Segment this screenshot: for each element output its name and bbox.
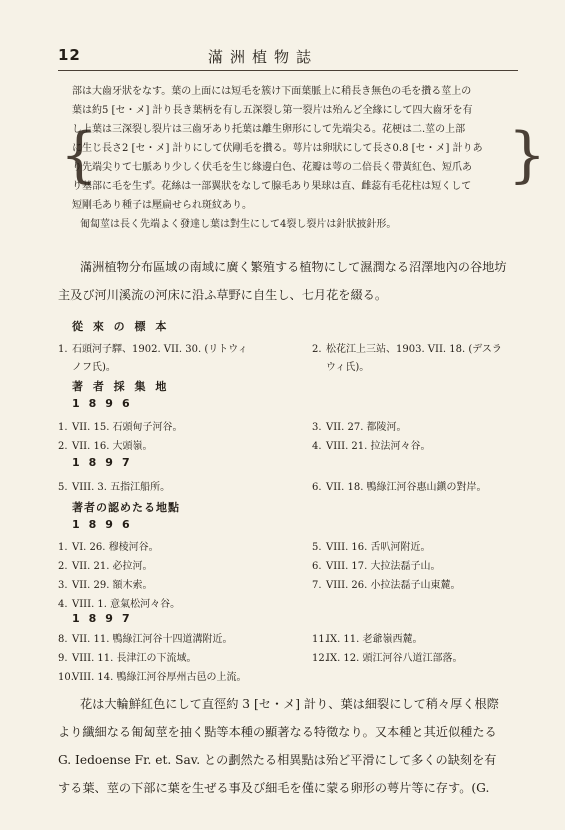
paragraph-line: 花は大輪鮮紅色にして直徑約 3 [セ・メ] 計り、葉は細裂にして稍々厚く根際 [80,697,499,711]
record-text: IX. 11. 老爺嶺西麓。 [326,634,423,645]
record-number: 5. [312,542,322,553]
observation-record [58,668,358,683]
year-heading: 1897 [72,456,139,469]
observation-record [312,538,522,553]
observation-record [312,630,522,645]
record-text: VII. 21. 必拉河。 [72,561,153,572]
record-number: 6. [312,561,322,572]
record-number: 2. [58,561,68,572]
description-line: 部は大齒牙狀をなす。葉の上面には短毛を簇け下面葉脈上に稍長き無色の毛を攢る莖上の [72,86,472,97]
paragraph-line: より纖細なる匍匐莖を抽く點等本種の顯著なる特徵なり。又本種と其近似種たる [58,725,497,739]
record-text: VIII. 17. 大拉法磊子山。 [326,561,441,572]
observation-record [58,576,303,591]
observation-record [58,630,303,645]
collection-record [312,418,522,433]
record-text: 石頭河子驛、1902. VII. 30. (リトウィ [72,344,248,355]
record-text: VI. 26. 穆棱河谷。 [72,542,159,553]
record-number: 9. [58,653,68,664]
year-heading: 1897 [72,612,139,625]
record-number: 3. [312,422,322,433]
observation-record [58,538,303,553]
specimen-record-continued: ウィ氏)。 [326,362,370,373]
record-text: VII. 29. 額木索。 [72,580,153,591]
description-line: し上葉は三深裂し裂片は三齒牙あり托葉は離生卵形にして先端尖る。花梗は二.莖の上部 [72,124,466,135]
record-text: VII. 18. 鴨綠江河谷惠山鎭の對岸。 [326,482,487,493]
record-text: VIII. 11. 長津江の下流域。 [72,653,197,664]
record-text: VIII. 16. 舌叭河附近。 [326,542,431,553]
collection-record [58,418,303,433]
description-line: に生じ長さ2 [セ・メ] 計りにして伏剛毛を攢る。萼片は卵狀にして長さ0.8 [セ・メ] 計りあ [72,143,483,154]
record-number: 1. [58,542,68,553]
observation-record [312,557,522,572]
observation-record [58,649,303,664]
record-number: 2. [312,344,322,355]
paragraph-line: G. Iedoense Fr. et. Sav. との劃然たる相異點は殆ど平滑にして多くの缺刻を有 [58,753,497,767]
page-header [58,46,498,68]
year-heading: 1896 [72,397,139,410]
observation-record [58,595,303,610]
observation-record [312,576,522,591]
record-text: VIII. 14. 鴨綠江河谷厚州古邑の上流。 [72,672,247,683]
header-rule [58,70,518,71]
record-number: 7. [312,580,322,591]
specimen-record-continued: ノフ氏)。 [72,362,116,373]
record-number: 10. [58,672,74,683]
record-number: 3. [58,580,68,591]
description-line: り基部に毛を生ず。花絲は一部翼狀をなして腺毛あり果球は直、雌蕊有毛花柱は短くして [72,181,472,192]
collection-record [58,437,303,452]
record-text: VII. 27. 都陵河。 [326,422,407,433]
record-text: VIII. 26. 小拉法磊子山東麓。 [326,580,461,591]
record-number: 1. [58,344,68,355]
page-title: 滿洲植物誌 [208,48,319,66]
year-heading: 1896 [72,518,139,531]
collected-heading: 著 者 採 集 地 [72,380,170,393]
habitat-paragraph [58,253,518,309]
collection-record [312,478,522,493]
record-number: 8. [58,634,68,645]
description-block [72,82,504,234]
record-number: 5. [58,482,68,493]
record-number: 4. [312,441,322,452]
description-line: 短剛毛あり種子は壓扁せられ斑紋あり。 [72,200,252,211]
record-text: 松花江上三站、1903. VII. 18. (デスラ [326,344,502,355]
record-text: VII. 11. 鴨綠江河谷十四道溝附近。 [72,634,233,645]
observation-record [58,557,303,572]
record-text: VIII. 3. 五指江船所。 [72,482,171,493]
paragraph-line: 主及び河川溪流の河床に沿ふ草野に自生し、七月花を綴る。 [58,288,388,302]
record-text: VII. 16. 大頭嶺。 [72,441,153,452]
paragraph-line: 滿洲植物分布區域の南域に廣く繁殖する植物にして濕潤なる沼澤地內の谷地坊 [80,260,507,274]
left-brace-icon: { [60,120,99,190]
record-text: VIII. 21. 拉法河々谷。 [326,441,431,452]
page-number: 12 [58,46,81,64]
record-number: 4. [58,599,68,610]
collection-record [312,437,522,452]
record-text: VIII. 1. 意氣松河々谷。 [72,599,181,610]
record-number: 6. [312,482,322,493]
recognized-heading: 著者の認めたる地點 [72,501,180,514]
description-line: り先端尖りて七脈あり少しく伏毛を生じ緣邊白色、花瓣は萼の二倍長く帶黃紅色、短爪あ [72,162,472,173]
description-line: 匍匐莖は長く先端よく發達し葉は對生にして4裂し裂片は針狀披針形。 [80,219,397,230]
specimen-record [312,340,522,355]
description-line: 葉は約5 [セ・メ] 計り長き葉柄を有し五深裂し第一裂片は殆んど全緣にして四大齒牙を有 [72,105,473,116]
specimens-heading: 從 來 の 標 本 [72,320,170,333]
record-number: 2. [58,441,68,452]
right-brace-icon: } [508,120,547,190]
observation-record [312,649,522,664]
record-number: 12. [312,653,328,664]
record-text: VII. 15. 石頭甸子河谷。 [72,422,183,433]
specimen-record [58,340,303,355]
record-number: 11. [312,634,328,645]
paragraph-line: する葉、莖の下部に葉を生ぜる事及び細毛を僅に蒙る卵形の萼片等に存す。(G. [58,781,490,795]
notes-paragraph [58,690,518,802]
collection-record [58,478,303,493]
record-text: IX. 12. 頭江河谷八道江部落。 [326,653,463,664]
record-number: 1. [58,422,68,433]
